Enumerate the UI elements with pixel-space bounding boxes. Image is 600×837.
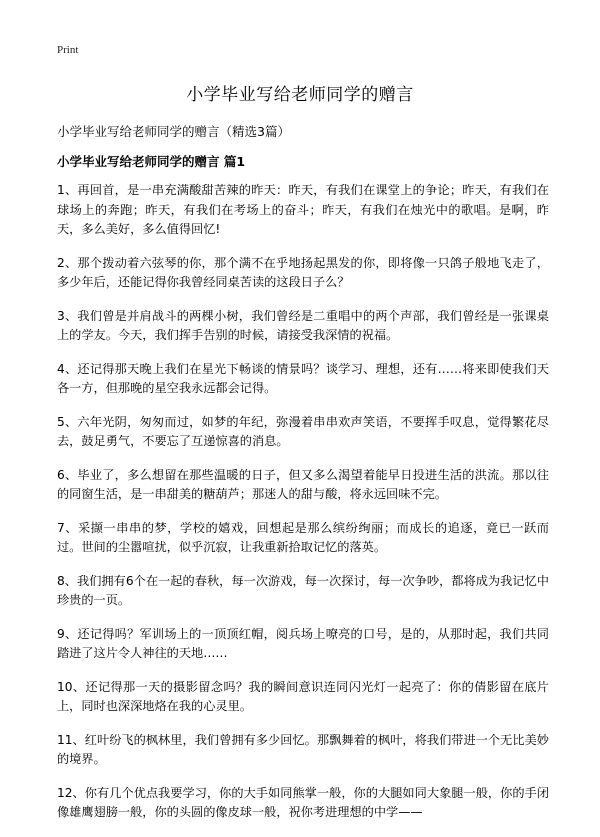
paragraph-6: 6、毕业了，多么想留在那些温暖的日子，但又多么渴望着能早日投进生活的洪流。那以往的同窗生活，是一串甜美的糖葫芦；那迷人的甜与酸，将永远回味不完。 (57, 467, 549, 501)
paragraph-4: 4、还记得那天晚上我们在星光下畅谈的情景吗？谈学习、理想，还有……将来即使我们天各一方，但那晚的星空我永远都会记得。 (57, 361, 549, 395)
page-title: 小学毕业写给老师同学的赠言 (186, 85, 414, 105)
document-subtitle: 小学毕业写给老师同学的赠言（精选3篇） (57, 124, 290, 139)
paragraph-1: 1、再回首，是一串充满酸甜苦辣的昨天：昨天，有我们在课堂上的争论；昨天，有我们在球场上的奔跑；昨天，有我们在考场上的奋斗；昨天，有我们在烛光中的歌唱。是啊，昨天，多么美好，多么值得回忆! (57, 183, 549, 236)
paragraph-9: 9、还记得吗？军训场上的一顶顶红帽，阅兵场上嘹亮的口号，是的，从那时起，我们共同踏进了这片令人神往的天地…… (57, 626, 549, 660)
paragraph-2: 2、那个拨动着六弦琴的你，那个满不在乎地扬起黑发的你，即将像一只鸽子般地飞走了，多少年后，还能记得你我曾经同桌苦读的这段日子么？ (57, 255, 549, 289)
paragraph-7: 7、采撷一串串的梦，学校的嬉戏，回想起是那么缤纷绚丽；而成长的追逐，竟已一跃而过。世间的尘嚣喧扰，似乎沉寂，让我重新拾取记忆的落英。 (57, 520, 549, 554)
paragraph-list (57, 181, 549, 837)
section-heading: 小学毕业写给老师同学的赠言 篇1 (57, 154, 246, 169)
paragraph-11: 11、红叶纷飞的枫林里，我们曾拥有多少回忆。那飘舞着的枫叶，将我们带进一个无比美妙的境界。 (57, 732, 549, 766)
paragraph-12: 12、你有几个优点我要学习，你的大手如同熊掌一般，你的大腿如同大象腿一般，你的手闭像雄鹰翅膀一般，你的头圆的像皮球一般，祝你考进理想的中学—— (57, 785, 549, 819)
paragraph-8: 8、我们拥有6个在一起的春秋，每一次游戏，每一次探讨，每一次争吵，都将成为我记忆中珍贵的一页。 (57, 573, 549, 607)
paragraph-10: 10、还记得那一天的摄影留念吗？我的瞬间意识连同闪光灯一起亮了：你的倩影留在底片上，同时也深深地烙在我的心灵里。 (57, 679, 549, 713)
paragraph-5: 5、六年光阴，匆匆而过，如梦的年纪，弥漫着串串欢声笑语，不要挥手叹息，觉得繁花尽去，鼓足勇气，不要忘了互递惊喜的消息。 (57, 414, 549, 448)
paragraph-3: 3、我们曾是并肩战斗的两棵小树，我们曾经是二重唱中的两个声部，我们曾经是一张课桌上的学友。今天，我们挥手告别的时候，请接受我深情的祝福。 (57, 308, 549, 342)
print-link[interactable]: Print (57, 44, 79, 56)
